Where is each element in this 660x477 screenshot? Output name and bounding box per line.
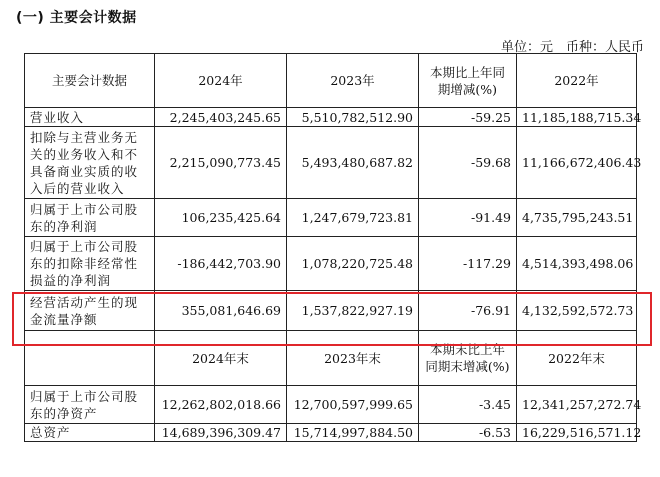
cell-change: -117.29 <box>419 237 517 291</box>
cell-change: -76.91 <box>419 291 517 331</box>
row-label: 经营活动产生的现金流量净额 <box>25 291 155 331</box>
section-title: (一) 主要会计数据 <box>16 10 137 26</box>
cell-2022: 12,341,257,272.74 <box>517 386 637 424</box>
table-row <box>25 424 637 442</box>
cell-2022: 11,185,188,715.34 <box>517 108 637 127</box>
row-label: 营业收入 <box>25 108 155 127</box>
header-2022-end: 2022年末 <box>517 331 637 386</box>
cell-2024: 2,215,090,773.45 <box>155 127 287 199</box>
cell-2024: 14,689,396,309.47 <box>155 424 287 442</box>
accounting-data-table <box>24 53 642 442</box>
cell-2023: 12,700,597,999.65 <box>287 386 419 424</box>
cell-change: -91.49 <box>419 199 517 237</box>
cell-2023: 5,493,480,687.82 <box>287 127 419 199</box>
cell-2023: 1,537,822,927.19 <box>287 291 419 331</box>
header-2024: 2024年 <box>155 54 287 108</box>
header-change-end: 本期末比上年同期末增减(%) <box>419 331 517 386</box>
cell-2024: -186,442,703.90 <box>155 237 287 291</box>
cell-2023: 5,510,782,512.90 <box>287 108 419 127</box>
cell-change: -59.25 <box>419 108 517 127</box>
header-item: 主要会计数据 <box>25 54 155 108</box>
cell-2024: 355,081,646.69 <box>155 291 287 331</box>
header-2023: 2023年 <box>287 54 419 108</box>
table-row <box>25 127 637 199</box>
cell-2024: 106,235,425.64 <box>155 199 287 237</box>
cell-2022: 4,132,592,572.73 <box>517 291 637 331</box>
cell-2023: 1,247,679,723.81 <box>287 199 419 237</box>
unit-currency-line: 单位：元 币种：人民币 <box>500 40 644 55</box>
header-2022: 2022年 <box>517 54 637 108</box>
cell-2023: 1,078,220,725.48 <box>287 237 419 291</box>
table-row <box>25 108 637 127</box>
row-label: 归属于上市公司股东的扣除非经常性损益的净利润 <box>25 237 155 291</box>
row-label: 总资产 <box>25 424 155 442</box>
cell-2022: 11,166,672,406.43 <box>517 127 637 199</box>
row-label: 扣除与主营业务无关的业务收入和不具备商业实质的收入后的营业收入 <box>25 127 155 199</box>
cell-change: -3.45 <box>419 386 517 424</box>
cell-change: -6.53 <box>419 424 517 442</box>
cell-2024: 2,245,403,245.65 <box>155 108 287 127</box>
row-label: 归属于上市公司股东的净利润 <box>25 199 155 237</box>
header-change: 本期比上年同期增减(%) <box>419 54 517 108</box>
table-row <box>25 199 637 237</box>
cell-change: -59.68 <box>419 127 517 199</box>
header-2024-end: 2024年末 <box>155 331 287 386</box>
row-label: 归属于上市公司股东的净资产 <box>25 386 155 424</box>
header-2023-end: 2023年末 <box>287 331 419 386</box>
cell-2022: 4,735,795,243.51 <box>517 199 637 237</box>
table-row <box>25 386 637 424</box>
table-row <box>25 237 637 291</box>
cell-2024: 12,262,802,018.66 <box>155 386 287 424</box>
cell-2023: 15,714,997,884.50 <box>287 424 419 442</box>
highlight-box <box>12 292 652 346</box>
table-header-row <box>25 54 637 108</box>
cell-2022: 4,514,393,498.06 <box>517 237 637 291</box>
cell-2022: 16,229,516,571.12 <box>517 424 637 442</box>
